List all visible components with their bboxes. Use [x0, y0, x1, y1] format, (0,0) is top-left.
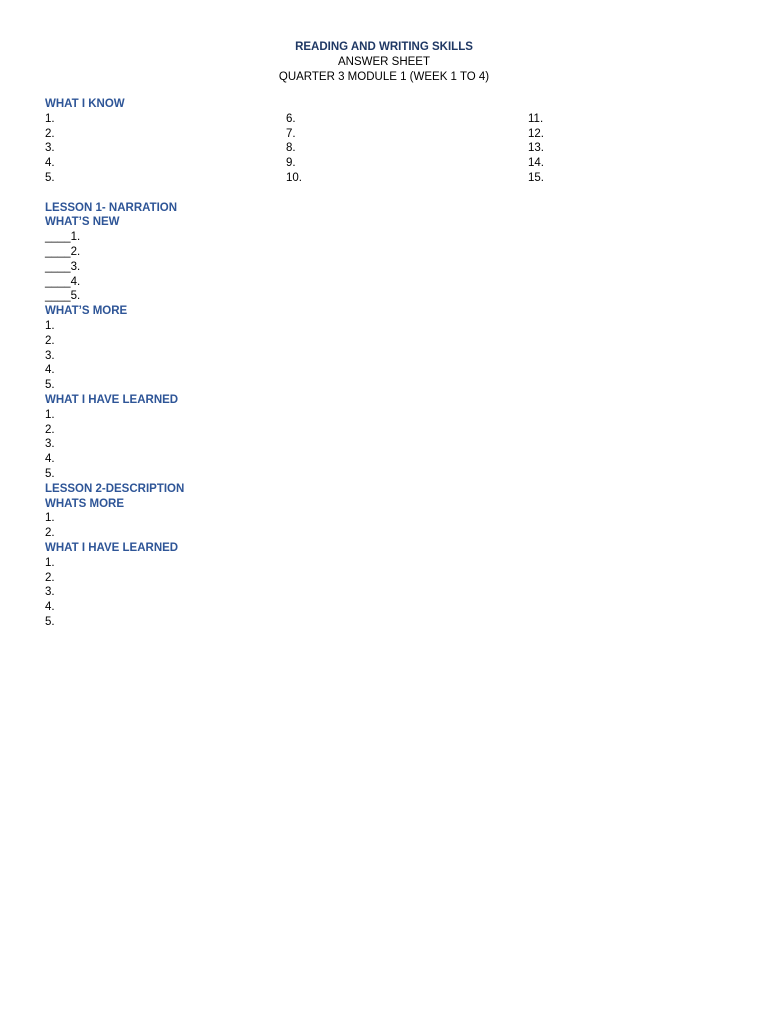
answer-item: 6. — [286, 112, 296, 125]
section-gap — [45, 186, 725, 201]
answer-item: 5. — [45, 379, 55, 392]
answer-item: 5. — [45, 171, 55, 184]
answer-item: 4. — [45, 157, 55, 170]
answer-item: 8. — [286, 142, 296, 155]
answer-item: 10. — [286, 171, 302, 184]
answer-item: 3. — [45, 586, 55, 599]
answer-item: 4. — [45, 453, 55, 466]
answer-item: 2. — [45, 571, 55, 584]
answer-item: ____4. — [45, 275, 81, 288]
answer-item: 13. — [528, 142, 544, 155]
answer-item: 1. — [45, 319, 55, 332]
section-heading-what-i-know: WHAT I KNOW — [45, 98, 125, 110]
lesson-heading-narration: LESSON 1- NARRATION — [45, 201, 178, 214]
answer-item: 11. — [528, 112, 544, 125]
what-i-know-column-3 — [528, 112, 544, 186]
section-heading-whats-more: WHAT’S MORE — [45, 305, 128, 318]
answer-item: 15. — [528, 171, 544, 184]
section-heading-whats-more-2: WHATS MORE — [45, 497, 125, 510]
answer-item: 2. — [45, 423, 55, 436]
answer-item: 4. — [45, 364, 55, 377]
document-subtitle: ANSWER SHEET — [337, 56, 430, 68]
section-heading-what-i-have-learned-2: WHAT I HAVE LEARNED — [45, 541, 179, 554]
answer-item: ____3. — [45, 260, 81, 273]
document-module: QUARTER 3 MODULE 1 (WEEK 1 TO 4) — [278, 71, 490, 83]
answer-item: 7. — [286, 127, 296, 140]
answer-item: 2. — [45, 127, 55, 140]
lesson-heading-description: LESSON 2-DESCRIPTION — [45, 482, 185, 495]
what-i-know-column-1 — [45, 112, 55, 186]
answer-item: 14. — [528, 157, 544, 170]
answer-item: 3. — [45, 142, 55, 155]
answer-item: 1. — [45, 512, 55, 525]
answer-item: 2. — [45, 334, 55, 347]
section-heading-whats-new: WHAT’S NEW — [45, 216, 120, 229]
document-header — [0, 40, 768, 85]
answer-item: 3. — [45, 438, 55, 451]
answer-item: 5. — [45, 467, 55, 480]
answer-item: ____2. — [45, 245, 81, 258]
answer-item: ____1. — [45, 231, 81, 244]
answer-item: 2. — [45, 527, 55, 540]
answer-item: 1. — [45, 112, 55, 125]
what-i-know-column-2 — [286, 112, 302, 186]
answer-item: 12. — [528, 127, 544, 140]
answer-item: 5. — [45, 615, 55, 628]
answer-item: 4. — [45, 601, 55, 614]
answer-item: 9. — [286, 157, 296, 170]
section-heading-what-i-have-learned: WHAT I HAVE LEARNED — [45, 393, 179, 406]
what-i-know-grid — [45, 112, 725, 186]
document-title: READING AND WRITING SKILLS — [295, 41, 473, 53]
answer-item: 1. — [45, 408, 55, 421]
answer-item: 1. — [45, 556, 55, 569]
answer-item: 3. — [45, 349, 55, 362]
document-body — [45, 97, 725, 630]
answer-item: ____5. — [45, 290, 81, 303]
